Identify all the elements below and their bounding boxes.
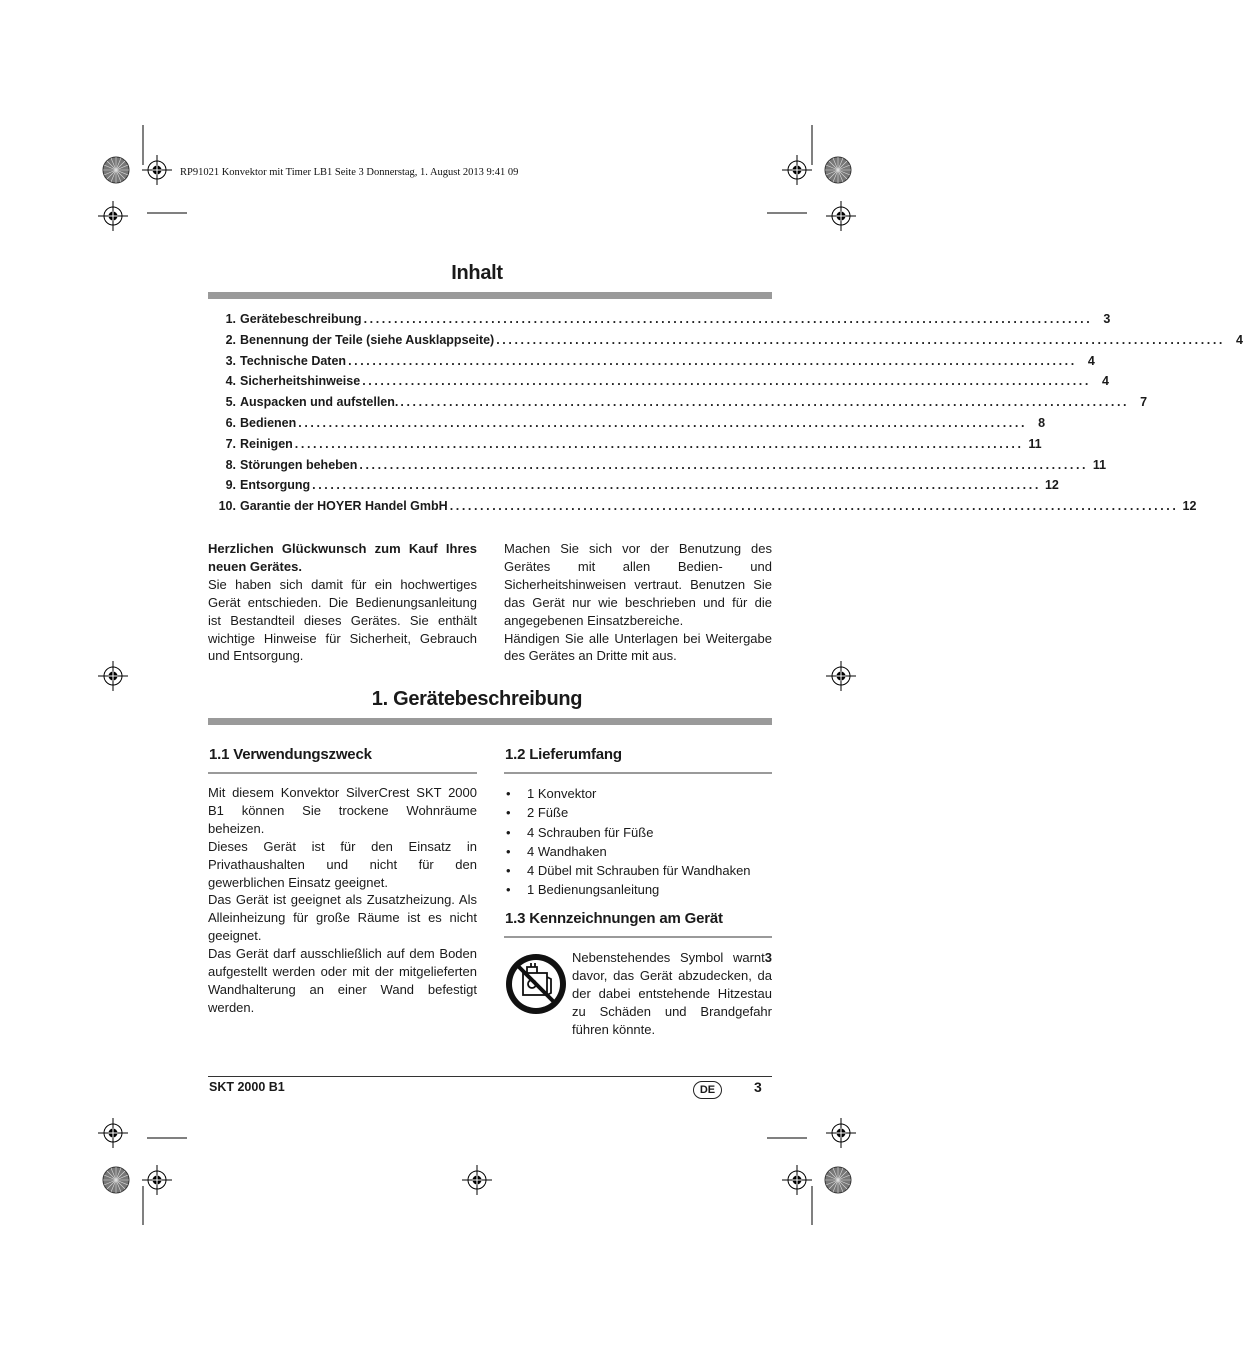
subsection-title-usage: 1.1 Verwendungszweck (209, 746, 372, 763)
section-title-rule (208, 718, 772, 725)
toc-entry-page: 12 (1182, 499, 1197, 514)
toc-entry-number: 6. (225, 415, 236, 430)
toc-leader-dots: ........................................................................................................................ (312, 478, 1041, 493)
footer-rule (208, 1076, 772, 1077)
toc-entry-page: 4 (1101, 374, 1109, 389)
toc-entry-page: 4 (1087, 353, 1095, 368)
intro-right-column (504, 540, 772, 665)
toc-entry-title: Benennung der Teile (siehe Ausklappseite) (240, 332, 495, 347)
toc-leader-dots: ........................................................................................................................ (359, 457, 1089, 472)
toc-entry[interactable] (208, 478, 1059, 499)
list-item: • 4 Schrauben für Füße (504, 823, 772, 842)
toc-entry-number: 3. (225, 353, 236, 368)
intro-left-column (208, 540, 477, 665)
print-header: RP91021 Konvektor mit Timer LB1 Seite 3 Donnerstag, 1. August 2013 9:41 09 (180, 167, 519, 178)
toc-entry-title: Technische Daten (240, 353, 347, 368)
toc-entry-page: 3 (1103, 312, 1111, 326)
intro-right-paragraph: Machen Sie sich vor der Benutzung des Gerätes mit allen Bedien- und Sicherheitshinweisen vertraut. Benutzen Sie das Gerät nur wie beschrieben und für die angegebenen Einsatzbereiche. (504, 541, 772, 628)
toc-entry[interactable] (208, 332, 1243, 354)
toc-entry-page: 4 (1236, 332, 1243, 347)
toc-leader-dots: ........................................................................................................................ (400, 395, 1130, 410)
scope-list-container (504, 784, 772, 900)
do-not-cover-icon (505, 953, 567, 1015)
toc-entry-title: Reinigen (240, 436, 293, 451)
toc-entry[interactable] (208, 499, 1197, 520)
toc-entry-title: Bedienen (240, 415, 297, 430)
toc-entry-page: 11 (1092, 457, 1107, 472)
toc-entry[interactable] (208, 457, 1107, 479)
usage-text (208, 784, 477, 1017)
subsection-rule (504, 772, 772, 774)
list-item: • 4 Wandhaken (504, 842, 772, 861)
toc-entry-title: Entsorgung (240, 478, 311, 493)
toc-leader-dots: ........................................................................................................................ (294, 436, 1024, 451)
subsection-rule (208, 772, 477, 774)
list-item: • 1 Konvektor (504, 784, 772, 803)
subsection-title-scope: 1.2 Lieferumfang (505, 746, 622, 763)
toc-entry[interactable] (208, 436, 1042, 458)
list-item: • 1 Bedienungsanleitung (504, 880, 772, 899)
intro-left-text: Sie haben sich damit für ein hochwertiges Gerät entschieden. Die Bedienungsanleitung ist Bestandteil dieses Gerätes. Sie enthält wichtige Hinweise für Sicherheit, Gebrauch und Entsorgung. (208, 576, 477, 664)
toc-entry-number: 5. (225, 395, 236, 410)
toc-entry-number: 1. (225, 312, 236, 326)
subsection-title-marking: 1.3 Kennzeichnungen am Gerät (505, 910, 723, 927)
marking-text-before: Nebenstehendes Symbol (572, 950, 733, 965)
toc-entry-number: 10. (218, 499, 236, 514)
page-number: 3 (754, 1079, 762, 1095)
toc-leader-dots: ........................................................................................................................ (363, 312, 1093, 326)
toc-title-rule (208, 292, 772, 299)
toc-entry-page: 11 (1028, 436, 1042, 451)
usage-paragraph: Das Gerät ist geeignet als Zusatzheizung. Als Alleinheizung für große Räume ist es nicht geeignet. (208, 892, 477, 944)
footer-model: SKT 2000 B1 (209, 1080, 285, 1094)
toc-entry-number: 4. (225, 374, 236, 389)
subsection-rule (504, 936, 772, 938)
toc-entry-number: 8. (225, 457, 236, 472)
list-item: • 2 Füße (504, 803, 772, 822)
toc-title: Inhalt (451, 262, 503, 284)
toc-entry-number: 7. (225, 436, 236, 451)
intro-right-paragraph: Händigen Sie alle Unterlagen bei Weitergabe des Gerätes an Dritte mit aus. (504, 630, 772, 664)
toc-entry[interactable] (208, 353, 1095, 375)
toc-leader-dots: ........................................................................................................................ (449, 499, 1179, 514)
symbol-reference: 3 (764, 950, 772, 965)
usage-paragraph: Dieses Gerät ist für den Einsatz in Privathaushalten und nicht für den gewerblichen Einsatz geeignet. (208, 838, 477, 890)
toc-leader-dots: ........................................................................................................................ (496, 332, 1225, 347)
toc-entry-title: Garantie der HOYER Handel GmbH (240, 499, 448, 514)
toc-entry[interactable] (208, 395, 1148, 416)
scope-list (504, 784, 772, 900)
toc-entry-page: 12 (1044, 478, 1059, 493)
toc-entry-title: Sicherheitshinweise (240, 374, 361, 389)
toc-entry[interactable] (208, 415, 1046, 437)
toc-entry-title: Gerätebeschreibung (240, 312, 362, 326)
toc-entry-page: 8 (1038, 415, 1046, 430)
list-item: • 4 Dübel mit Schrauben für Wandhaken (504, 861, 772, 880)
toc-entry[interactable] (208, 374, 1109, 395)
table-of-contents (208, 312, 1243, 520)
toc-entry-title: Auspacken und aufstellen. (240, 395, 399, 410)
toc-entry-number: 2. (225, 332, 236, 347)
intro-heading: Herzlichen Glückwunsch zum Kauf Ihres neuen Gerätes. (208, 541, 477, 574)
language-badge: DE (693, 1081, 722, 1099)
toc-leader-dots: ........................................................................................................................ (348, 353, 1077, 368)
toc-entry-page: 7 (1140, 395, 1148, 410)
marking-text (572, 949, 772, 1039)
marking-text-after: warnt davor, das Gerät abzudecken, da der dabei entstehende Hitzestau zu Schäden und Brandgefahr führen könnte. (572, 950, 772, 1037)
toc-leader-dots: ........................................................................................................................ (362, 374, 1091, 389)
usage-paragraph: Das Gerät darf ausschließlich auf dem Boden aufgestellt werden oder mit der mitgelieferten Wandhalterung an einer Wand befestigt werden. (208, 946, 477, 1015)
section-title: 1. Gerätebeschreibung (371, 688, 583, 710)
toc-entry-number: 9. (225, 478, 236, 493)
toc-entry[interactable] (208, 312, 1111, 333)
toc-leader-dots: ........................................................................................................................ (298, 415, 1028, 430)
usage-paragraph: Mit diesem Konvektor SilverCrest SKT 2000 B1 können Sie trockene Wohnräume beheizen. (208, 785, 477, 836)
toc-entry-title: Störungen beheben (240, 457, 358, 472)
